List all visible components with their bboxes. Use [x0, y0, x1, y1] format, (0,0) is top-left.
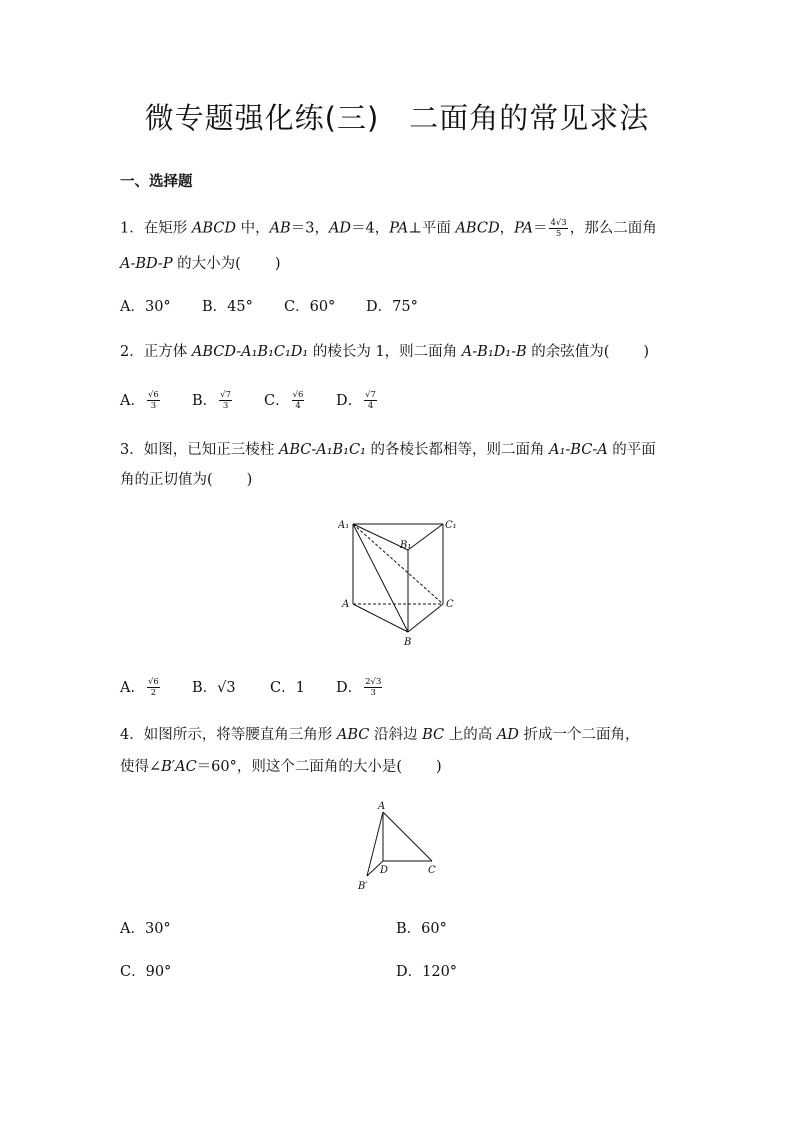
edge-c1-b1	[408, 524, 443, 550]
label-a1: A₁	[338, 520, 350, 531]
label-b-prime: B′	[358, 881, 368, 892]
choice-b[interactable]: B．45°	[202, 299, 253, 315]
choice-a[interactable]: A． $\frac{√6}{3}$	[120, 390, 159, 411]
choice-a[interactable]: A．30°	[120, 921, 171, 937]
choice-a[interactable]: A． $\frac{√6}{2}$	[120, 677, 159, 698]
choice-d[interactable]: D． $\frac{2√3}{3}$	[336, 677, 382, 698]
choice-d[interactable]: D． $\frac{√7}{4}$	[336, 390, 376, 411]
label-b: B	[404, 637, 412, 648]
edge-a1-c-hidden	[353, 524, 443, 604]
section-heading: 一、选择题	[120, 174, 193, 190]
choice-d[interactable]: D．75°	[366, 299, 418, 315]
question-2-choices	[120, 390, 408, 411]
choice-a[interactable]: A．30°	[120, 299, 171, 315]
edge-a-c	[383, 812, 432, 861]
choice-b[interactable]: B． √3	[192, 679, 236, 696]
label-a: A	[342, 599, 350, 610]
question-3-choices	[120, 677, 408, 698]
question-1-line-2: A-BD-P 的大小为( )	[120, 256, 281, 272]
label-c: C	[446, 599, 454, 610]
choice-c[interactable]: C． $\frac{√6}{4}$	[264, 390, 304, 411]
question-1-choices	[120, 297, 448, 317]
label-c: C	[428, 865, 436, 876]
edge-c-b	[408, 604, 443, 632]
label-a: A	[378, 801, 386, 812]
choice-c[interactable]: C． 1	[270, 679, 305, 696]
question-4-line-2: 使得∠B′AC＝60°，则这个二面角的大小是( )	[120, 759, 442, 775]
choice-c[interactable]: C．60°	[284, 299, 336, 315]
page-title: 微专题强化练(三) 二面角的常见求法	[144, 101, 650, 135]
prism-figure	[338, 512, 462, 652]
pa-fraction: $\frac{4√3}{5}$	[550, 218, 567, 239]
label-c1: C₁	[445, 520, 457, 531]
choice-b[interactable]: B． $\frac{√7}{3}$	[192, 390, 231, 411]
question-3-line-2: 角的正切值为( )	[120, 472, 253, 488]
fold-figure	[352, 798, 444, 894]
question-4-line-1: 4．如图所示，将等腰直角三角形 ABC 沿斜边 BC 上的高 AD 折成一个二面角，	[120, 727, 640, 743]
edge-a-b	[353, 604, 408, 632]
choice-c[interactable]: C．90°	[120, 964, 172, 980]
choice-d[interactable]: D．120°	[396, 964, 458, 980]
question-1-line-1: 1．在矩形 ABCD 中，AB＝3，AD＝4，PA⊥平面 ABCD，PA＝ $\frac{4√3}{5}$ ，那么二面角	[120, 218, 657, 239]
choice-b[interactable]: B．60°	[396, 921, 447, 937]
label-b1: B₁	[400, 540, 412, 551]
question-3-line-1: 3．如图，已知正三棱柱 ABC-A₁B₁C₁ 的各棱长都相等，则二面角 A₁-BC-A 的平面	[120, 442, 656, 458]
question-2-line-1: 2．正方体 ABCD-A₁B₁C₁D₁ 的棱长为 1，则二面角 A-B₁D₁-B 的余弦值为( )	[120, 344, 650, 360]
label-d: D	[380, 865, 389, 876]
